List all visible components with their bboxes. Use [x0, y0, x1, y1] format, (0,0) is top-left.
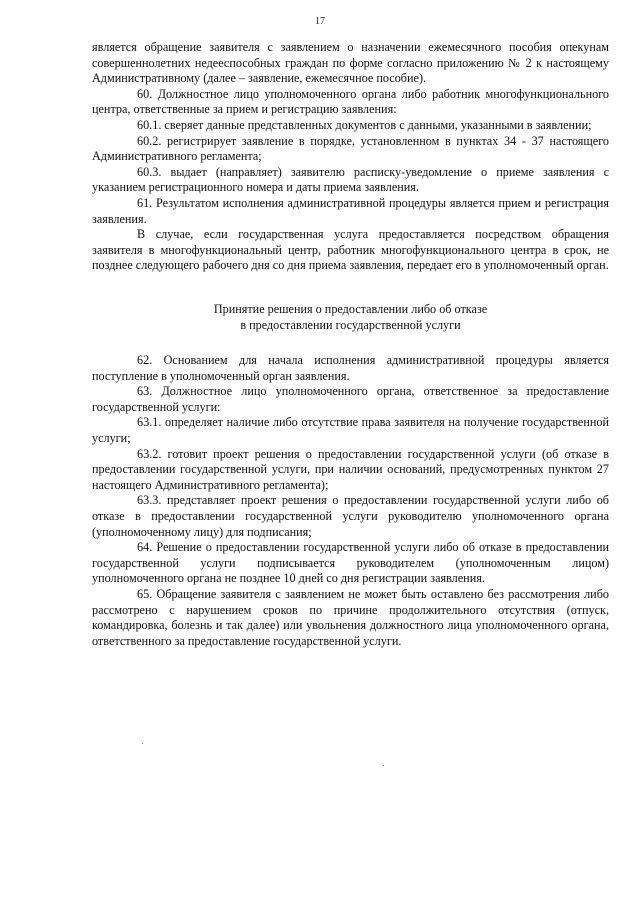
paragraph-64: 64. Решение о предоставлении государственной услуги либо об отказе в предоставлении государственной услуги подписывается руководителем (уполномоченным лицом) уполномоченного органа не позднее 10 дней со дня регистрации заявления. [92, 540, 609, 586]
paragraph-continuation: является обращение заявителя с заявлением о назначении ежемесячного пособия опекунам совершеннолетних недееспособных граждан по форме согласно приложению № 2 к настоящему Административному (далее – заявление, ежемесячное пособие). [92, 40, 609, 86]
section-heading-line-1: Принятие решения о предоставлении либо об отказе [213, 301, 488, 316]
scan-speck [142, 743, 143, 744]
paragraph-63: 63. Должностное лицо уполномоченного органа, ответственное за предоставление государственной услуги: [92, 384, 609, 414]
section-heading-line-2: в предоставлении государственной услуги [240, 317, 461, 332]
paragraph-62: 62. Основанием для начала исполнения административной процедуры является поступление в уполномоченный орган заявления. [92, 353, 609, 383]
page-number: 17 [315, 16, 325, 27]
document-body [92, 40, 609, 649]
paragraph-60: 60. Должностное лицо уполномоченного органа либо работник многофункционального центра, ответственные за прием и регистрацию заявления: [92, 86, 609, 117]
paragraph-65: 65. Обращение заявителя с заявлением не может быть оставлено без рассмотрения либо рассмотрено с нарушением сроков по причине продолжительного отсутствия (отпуск, командировка, болезнь и так далее) или увольнения должностного лица уполномоченного органа, ответственного за предоставление государственной услуги. [92, 587, 609, 648]
paragraph-60-1: 60.1. сверяет данные представленных документов с данными, указанными в заявлении; [137, 117, 592, 132]
paragraph-60-3: 60.3. выдает (направляет) заявителю расписку-уведомление о приеме заявления с указанием регистрационного номера и даты приема заявления. [92, 164, 609, 195]
paragraph-63-3: 63.3. представляет проект решения о предоставлении государственной услуги либо об отказе в предоставлении государственной услуги руководителю уполномоченного органа (уполномоченному лицу) для подписания; [92, 493, 609, 539]
paragraph-63-2: 63.2. готовит проект решения о предоставлении государственной услуги (об отказе в предоставлении государственной услуги, при наличии оснований, предусмотренных пунктом 27 настоящего Административного регламента); [92, 446, 609, 492]
paragraph-63-1: 63.1. определяет наличие либо отсутствие права заявителя на получение государственной услуги; [92, 415, 609, 446]
scan-speck [383, 765, 384, 766]
paragraph-60-2: 60.2. регистрирует заявление в порядке, установленном в пунктах 34 - 37 настоящего Административного регламента; [92, 133, 609, 164]
paragraph-mfc-case: В случае, если государственная услуга предоставляется посредством обращения заявителя в многофункциональный центр, работник многофункционального центра в срок, не позднее следующего рабочего дня со дня приема заявления, передает его в уполномоченный орган. [92, 227, 609, 273]
paragraph-61: 61. Результатом исполнения административной процедуры является прием и регистрация заявления. [92, 195, 609, 226]
section-heading [92, 302, 609, 333]
